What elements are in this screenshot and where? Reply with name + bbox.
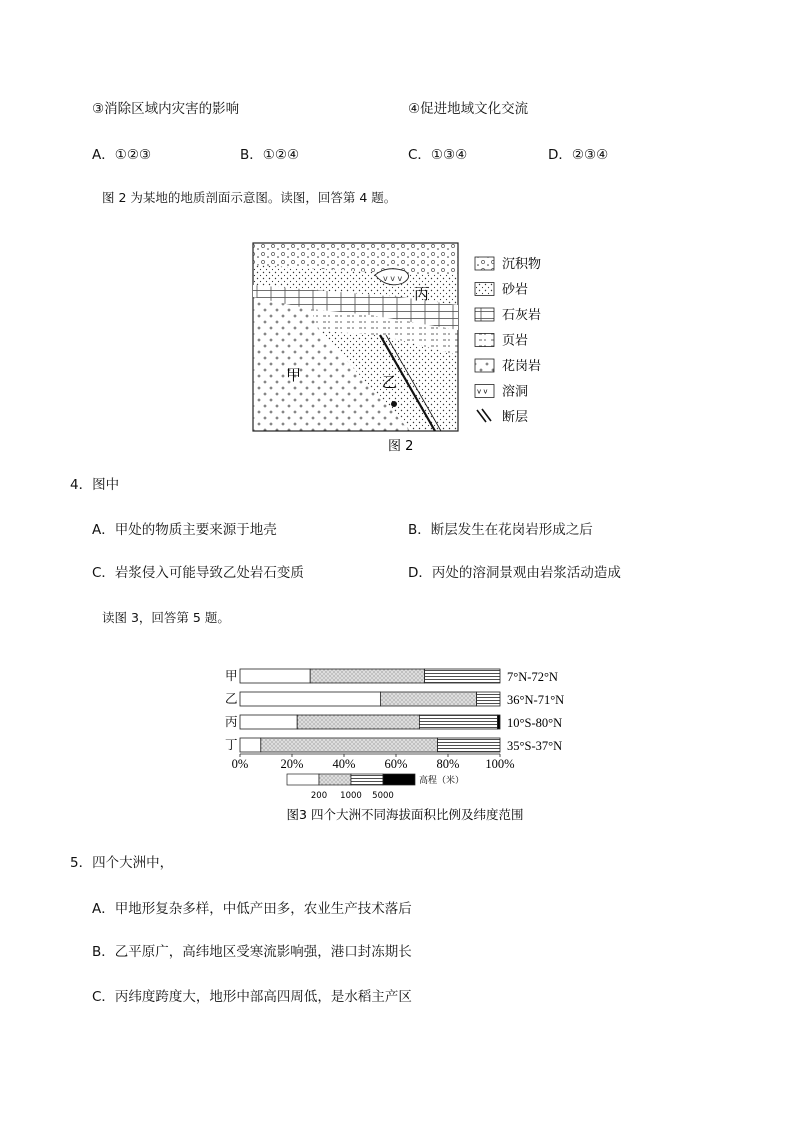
lat-range-label: 35°S-37°N xyxy=(507,739,563,753)
legend-label-3: 页岩 xyxy=(502,333,529,349)
x-tick-label: 20% xyxy=(280,757,304,771)
fault-icon xyxy=(477,409,491,422)
legend-label-4: 花岗岩 xyxy=(502,359,542,374)
question5-option-b: B．乙平原广，高纬地区受寒流影响强，港口封冻期长 xyxy=(92,944,412,960)
elevation-legend-swatch xyxy=(319,774,351,785)
legend-label-5: 溶洞 xyxy=(502,384,529,400)
x-tick-label: 100% xyxy=(485,757,515,771)
bar-segment-<200 xyxy=(240,715,297,729)
shale-pattern-icon xyxy=(475,334,494,347)
bar-segment-1000-5000 xyxy=(438,738,500,752)
cave-mark: v v v xyxy=(383,274,403,283)
choice-c: C．①③④ xyxy=(408,147,468,163)
bar-segment-1000-5000 xyxy=(477,692,500,706)
legend-label-6: 断层 xyxy=(502,410,529,425)
bar-segment-<200 xyxy=(240,669,310,683)
row-label: 丁 xyxy=(225,737,238,752)
option-3-text: ③消除区域内灾害的影响 xyxy=(92,101,240,117)
figure3-caption: 图3 四个大洲不同海拔面积比例及纬度范围 xyxy=(286,807,524,822)
x-tick-label: 0% xyxy=(231,757,249,771)
bar-segment-200-1000 xyxy=(261,738,438,752)
x-tick-label: 60% xyxy=(384,757,408,771)
point-yi xyxy=(391,401,397,407)
granite-pattern-icon xyxy=(475,359,494,372)
elevation-chart xyxy=(225,663,585,828)
figure2-legend xyxy=(475,256,541,425)
elevation-legend-swatch xyxy=(287,774,319,785)
figure3-intro: 读图 3，回答第 5 题。 xyxy=(102,610,230,625)
bar-segment->5000 xyxy=(497,715,500,729)
question4-option-d: D．丙处的溶洞景观由岩浆活动造成 xyxy=(408,565,621,581)
bar-segment-1000-5000 xyxy=(425,669,500,683)
label-jia: 甲 xyxy=(286,366,302,384)
sediment-pattern-icon xyxy=(475,257,494,270)
question5-option-a: A．甲地形复杂多样，中低产田多，农业生产技术落后 xyxy=(92,901,412,917)
elevation-legend-swatch xyxy=(351,774,383,785)
karst-cave-icon-mark: v v xyxy=(477,387,488,396)
legend-label-0: 沉积物 xyxy=(502,257,542,272)
question4-option-b: B．断层发生在花岗岩形成之后 xyxy=(408,522,593,538)
row-label: 丙 xyxy=(225,714,238,729)
elevation-break-label: 5000 xyxy=(372,791,394,801)
lat-range-label: 36°N-71°N xyxy=(507,693,565,707)
option-4-text: ④促进地域文化交流 xyxy=(408,101,529,117)
question4-option-c: C．岩浆侵入可能导致乙处岩石变质 xyxy=(92,565,304,581)
legend-label-1: 砂岩 xyxy=(502,282,529,298)
question5-stem: 5．四个大洲中， xyxy=(70,855,174,871)
figure2-caption: 图 2 xyxy=(388,439,414,454)
question5-option-c: C．丙纬度跨度大，地形中部高四周低，是水稻主产区 xyxy=(92,989,412,1005)
label-yi: 乙 xyxy=(382,373,398,391)
question4-option-a: A．甲处的物质主要来源于地壳 xyxy=(92,522,277,538)
lat-range-label: 10°S-80°N xyxy=(507,716,563,730)
bar-segment-<200 xyxy=(240,738,261,752)
bar-segment-1000-5000 xyxy=(419,715,497,729)
legend-label-2: 石灰岩 xyxy=(502,308,542,323)
elevation-break-label: 200 xyxy=(310,791,328,801)
row-label: 甲 xyxy=(225,668,238,683)
bar-segment-200-1000 xyxy=(310,669,424,683)
row-label: 乙 xyxy=(225,691,238,706)
x-tick-label: 80% xyxy=(436,757,460,771)
elevation-break-label: 1000 xyxy=(340,791,362,801)
choice-b: B．①②④ xyxy=(240,147,300,163)
x-tick-label: 40% xyxy=(332,757,356,771)
bar-segment-<200 xyxy=(240,692,380,706)
label-bing: 丙 xyxy=(414,285,430,303)
choice-a: A．①②③ xyxy=(92,147,152,163)
elevation-legend-title: 高程（米） xyxy=(419,776,465,786)
bar-segment-200-1000 xyxy=(297,715,419,729)
elevation-legend-swatch xyxy=(383,774,415,785)
lat-range-label: 7°N-72°N xyxy=(507,670,558,684)
limestone-pattern-icon xyxy=(475,308,494,321)
sandstone-pattern-icon xyxy=(475,283,494,296)
choice-d: D．②③④ xyxy=(548,147,609,163)
bar-segment-200-1000 xyxy=(380,692,476,706)
question4-stem: 4．图中 xyxy=(70,477,120,493)
figure2-intro: 图 2 为某地的地质剖面示意图。读图，回答第 4 题。 xyxy=(102,190,397,205)
geological-section-figure xyxy=(250,235,550,460)
